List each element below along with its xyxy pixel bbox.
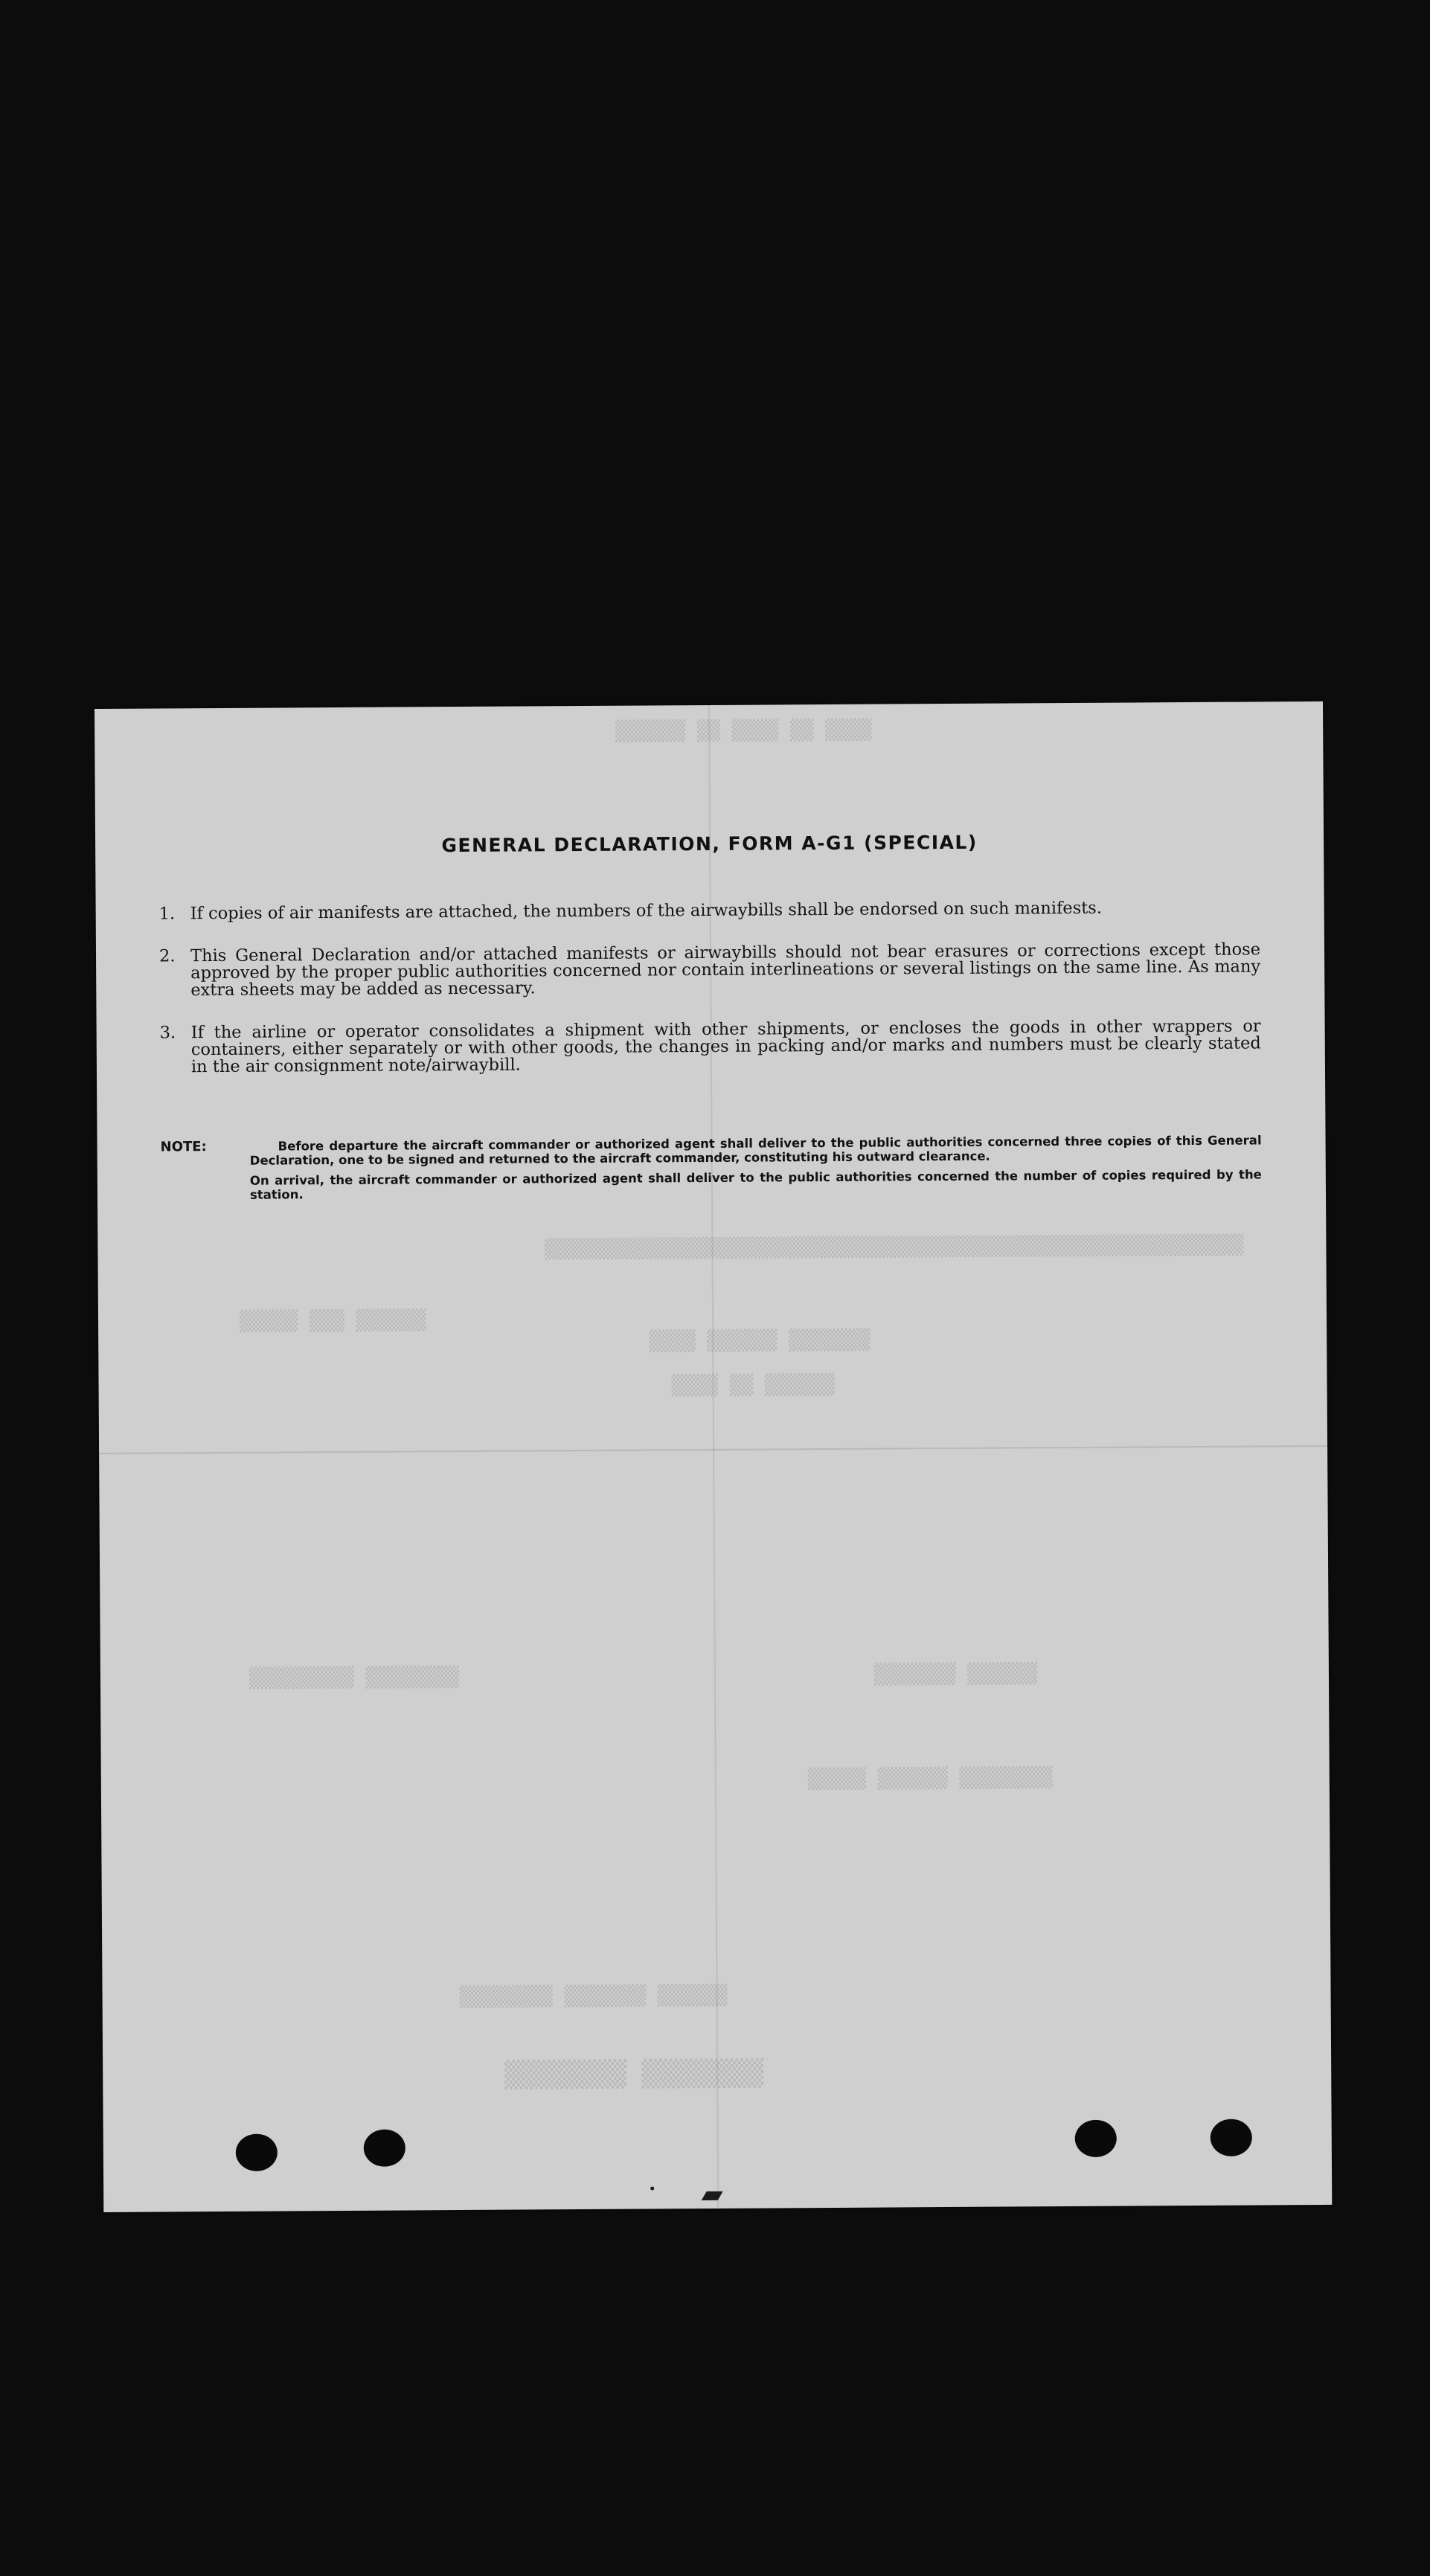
item-number: 2. [158,946,176,966]
bleed-through-mark: ▒▒▒▒▒▒▒▒▒▒▒▒▒▒▒▒▒▒▒▒▒▒▒▒▒▒▒▒▒▒▒▒▒▒▒▒▒▒▒▒▒▒▒▒▒▒▒▒▒▒▒▒▒▒▒▒▒▒▒▒ [545,1233,1244,1261]
list-item [159,899,1260,922]
bleed-through-mark: ▒▒▒▒▒▒ ▒▒ ▒▒▒▒ [671,1373,835,1398]
page-title: GENERAL DECLARATION, FORM A-G1 (SPECIAL) [441,831,978,857]
note-paragraph: On arrival, the aircraft commander or authorized agent shall deliver to the public authorities concerned the number of copies required by the station. [249,1167,1262,1202]
bleed-through-mark: ▒▒▒▒▒▒▒▒ ▒▒▒▒▒▒▒▒▒ [249,1666,459,1690]
punch-hole [364,2129,405,2166]
bleed-through-mark: ▒▒▒▒ ▒▒ ▒▒▒▒ ▒▒ ▒▒▒▒▒▒ [615,719,872,743]
item-number: 1. [158,904,176,924]
bleed-through-mark: ▒▒▒▒▒▒ ▒▒▒▒▒▒▒ [873,1663,1038,1686]
item-text: This General Declaration and/or attached manifests or airwaybills should not bear erasures or corrections except those approved by the proper public authorities concerned nor contain interlineations or several listings on the same line. As many extra sheets may be added as necessary. [190,939,1261,1000]
bleed-through-mark: ▒▒▒▒▒▒▒▒ ▒▒▒▒▒▒▒▒ [504,2058,764,2090]
punch-hole [236,2134,278,2171]
bleed-through-mark: ▒▒▒▒▒▒▒▒ ▒▒▒▒▒▒ ▒▒▒▒▒ [807,1767,1053,1791]
item-text: If the airline or operator consolidates a shipment with other shipments, or encloses the goods in other wrappers or containers, either separately or with other goods, the changes in packing and/or marks and numbers must be clearly stated in the air consignment note/airwaybill. [190,1016,1261,1077]
bleed-through-mark: ▒▒▒▒▒▒ ▒▒▒ ▒▒▒▒▒ [239,1309,426,1333]
punch-hole [1211,2119,1252,2156]
instruction-list [159,899,1262,1101]
note-label: NOTE: [160,1139,207,1155]
item-number: 3. [159,1023,176,1043]
list-item [159,941,1260,999]
note-block [161,1133,1263,1208]
item-text: If copies of air manifests are attached, the numbers of the airwaybills shall be endorsed on such manifests. [190,898,1103,924]
bleed-through-mark: ▒▒▒▒▒▒ ▒▒▒▒▒▒▒ ▒▒▒▒▒▒▒▒ [459,1984,728,2009]
note-paragraph: Before departure the aircraft commander or authorized agent shall deliver to the public authorities concerned three copies of this General Declaration, one to be signed and returned to the aircraft commander, constituting his outward clearance. [249,1133,1262,1168]
bleed-through-mark: ▒▒▒▒▒▒▒ ▒▒▒▒▒▒ ▒▒▒▒ [649,1329,870,1353]
ink-speck [702,2191,723,2200]
punch-hole [1075,2120,1117,2157]
note-body [250,1133,1263,1207]
document-page [94,701,1332,2212]
list-item [160,1018,1261,1076]
ink-speck [650,2186,654,2190]
